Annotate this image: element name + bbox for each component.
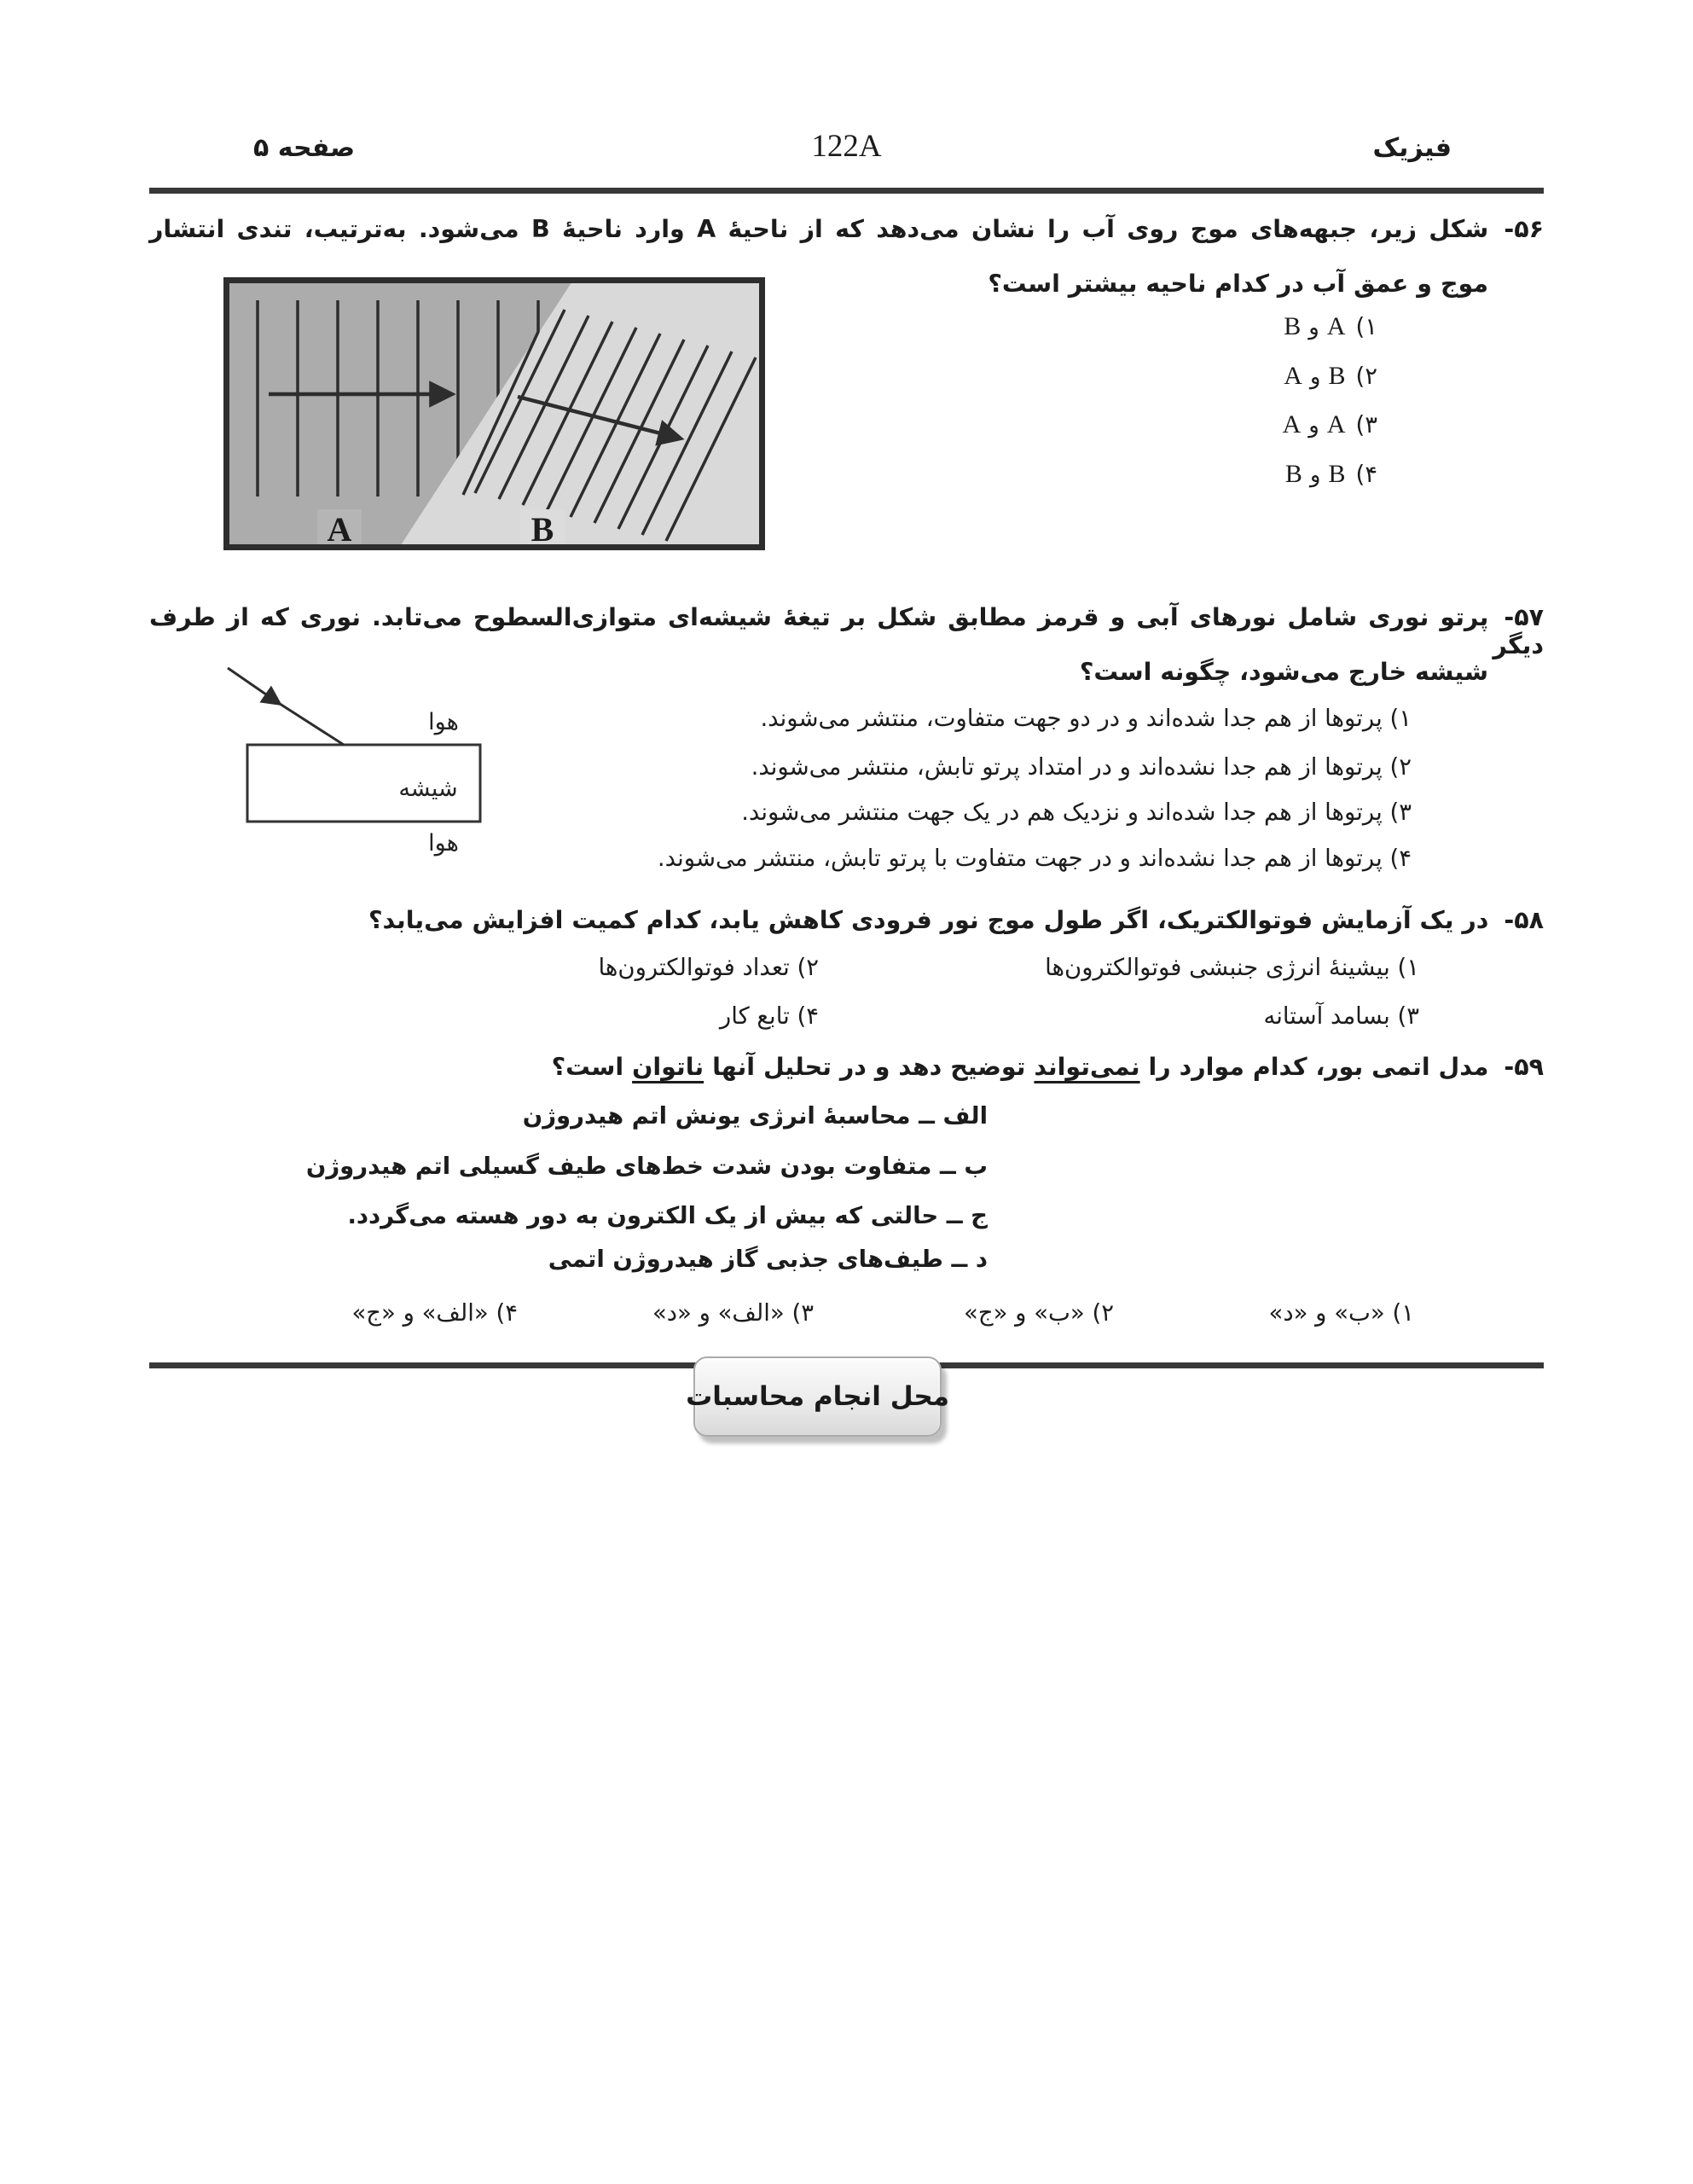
q59-option-3: ۳) «الف» و «د»: [652, 1299, 814, 1327]
air-bottom-label: هوا: [428, 830, 459, 857]
q59-option-4: ۴) «الف» و «ج»: [351, 1299, 518, 1327]
q56-option-3-number: ۳): [1355, 411, 1377, 439]
q56-option-3: [1283, 410, 1377, 439]
incident-ray-arrow: [228, 668, 277, 702]
q56-option-3-conj: و: [1308, 413, 1319, 439]
q56-option-4-conj: و: [1309, 462, 1321, 488]
q56-stem-text: شکل زیر، جبهه‌های موج روی آب را نشان می‌دهد که از ناحیهٔ A وارد ناحیهٔ B می‌شود. به‌ترتیب، تندی انتشار: [149, 215, 1489, 243]
q56-option-1-number: ۱): [1355, 313, 1377, 340]
q59-stem-mid: توضیح دهد و در تحلیل آنها: [704, 1053, 1035, 1081]
q59-stem: [552, 1053, 1544, 1081]
q56-option-1-conj: و: [1308, 315, 1319, 340]
q56-stem-line2: موج و عمق آب در کدام ناحیه بیشتر است؟: [988, 270, 1488, 298]
q56-option-3-second: A: [1282, 410, 1302, 439]
q57-number: ۵۷-: [1504, 603, 1544, 631]
q57-option-2: ۲) پرتوها از هم جدا نشده‌اند و در امتداد پرتو تابش، منتشر می‌شوند.: [751, 753, 1412, 781]
q56-option-1: [1284, 312, 1377, 341]
q59-item-dal: د ــ طیف‌های جذبی گاز هیدروژن اتمی: [548, 1246, 988, 1273]
q57-stem-line2: شیشه خارج می‌شود، چگونه است؟: [1079, 658, 1488, 686]
q56-option-1-first: A: [1326, 312, 1346, 340]
q59-number: ۵۹-: [1504, 1053, 1544, 1081]
q58-option-1: ۱) بیشینهٔ انرژی جنبشی فوتوالکترون‌ها: [1045, 954, 1419, 981]
calculation-area-button[interactable]: محل انجام محاسبات: [693, 1356, 942, 1437]
region-a-label: A: [327, 510, 352, 549]
q56-option-2-number: ۲): [1355, 363, 1377, 390]
q56-option-4-number: ۴): [1355, 461, 1377, 488]
q59-option-2: ۲) «ب» و «ج»: [964, 1299, 1114, 1327]
q56-option-4-second: B: [1284, 460, 1302, 488]
q58-option-2: ۲) تعداد فوتوالکترون‌ها: [598, 954, 819, 981]
q56-option-2-second: A: [1284, 362, 1302, 390]
q58-stem-text: در یک آزمایش فوتوالکتریک، اگر طول موج نور فرودی کاهش یابد، کدام کمیت افزایش می‌یابد؟: [368, 906, 1489, 934]
q56-option-2: [1284, 362, 1377, 391]
q59-item-jim: ج ــ حالتی که بیش از یک الکترون به دور هسته می‌گردد.: [347, 1202, 988, 1229]
header-rule: [149, 188, 1544, 194]
q57-option-4: ۴) پرتوها از هم جدا نشده‌اند و در جهت متفاوت با پرتو تابش، منتشر می‌شوند.: [657, 845, 1412, 872]
q59-stem-underlined-2: ناتوان: [632, 1053, 704, 1081]
q58-number: ۵۸-: [1504, 906, 1544, 934]
header-subject: فیزیک: [1372, 133, 1452, 163]
q58-stem: [368, 906, 1544, 934]
q56-option-2-conj: و: [1309, 364, 1321, 390]
q57-stem-line1: [149, 603, 1544, 659]
q59-item-be: ب ــ متفاوت بودن شدت خط‌های طیف گسیلی اتم هیدروژن: [305, 1153, 988, 1180]
glass-label: شیشه: [398, 775, 458, 802]
q57-stem-text: پرتو نوری شامل نورهای آبی و قرمز مطابق شکل بر تیغهٔ شیشه‌ای متوازی‌السطوح می‌تابد. نوری که از طرف دیگر: [149, 603, 1544, 659]
q56-option-2-first: B: [1328, 362, 1346, 390]
q56-option-3-first: A: [1326, 410, 1346, 439]
q56-number: ۵۶-: [1504, 215, 1544, 243]
air-top-label: هوا: [428, 709, 459, 735]
q56-option-4: [1285, 460, 1377, 489]
q59-stem-pre: مدل اتمی بور، کدام موارد را: [1139, 1053, 1489, 1081]
q59-stem-underlined-1: نمی‌تواند: [1034, 1053, 1140, 1081]
q57-glass-slab-figure: [205, 657, 495, 857]
q56-wavefront-figure: [223, 277, 765, 550]
incident-ray: [277, 702, 344, 745]
q58-option-3: ۳) بسامد آستانه: [1263, 1002, 1419, 1030]
q56-stem-line1: [149, 215, 1544, 243]
header-booklet-code: 122A: [811, 129, 882, 164]
q56-option-4-first: B: [1328, 460, 1346, 488]
q58-option-4: ۴) تابع کار: [719, 1002, 819, 1030]
region-b-label: B: [531, 510, 554, 549]
q56-option-1-second: B: [1284, 312, 1302, 340]
q59-item-alef: الف ــ محاسبهٔ انرژی یونش اتم هیدروژن: [522, 1102, 988, 1130]
q59-option-1: ۱) «ب» و «د»: [1268, 1299, 1414, 1327]
q57-option-3: ۳) پرتوها از هم جدا شده‌اند و نزدیک هم در یک جهت منتشر می‌شوند.: [741, 799, 1412, 826]
header-page-number: صفحه ۵: [253, 133, 356, 163]
q59-stem-post: است؟: [551, 1053, 633, 1081]
q57-option-1: ۱) پرتوها از هم جدا شده‌اند و در دو جهت متفاوت، منتشر می‌شوند.: [760, 705, 1412, 732]
